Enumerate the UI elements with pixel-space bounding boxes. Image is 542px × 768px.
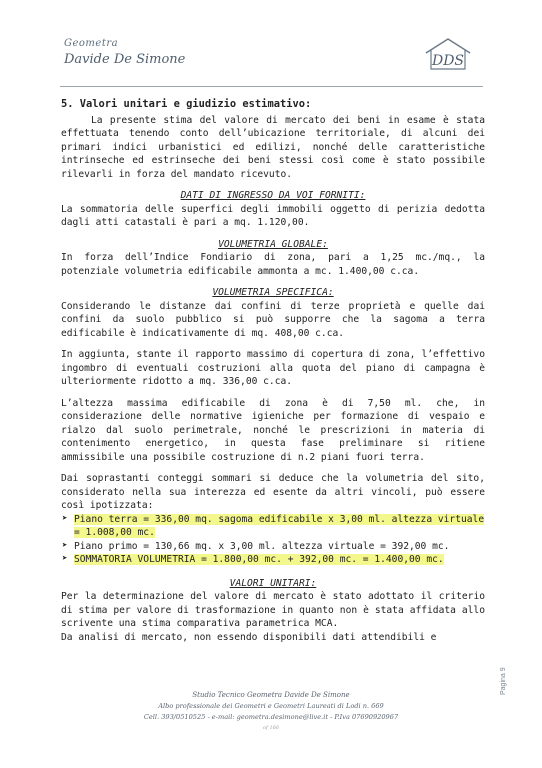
bullet-text-sommatoria: SOMMATORIA VOLUMETRIA = 1.800,00 mc. + 392,00 mc. = 1.400,00 mc. bbox=[74, 554, 444, 565]
document-body bbox=[61, 98, 485, 644]
footer-page-count: of 166 bbox=[263, 725, 279, 731]
bullet-text-piano-terra: Piano terra = 336,00 mq. sagoma edificabile x 3,00 ml. altezza virtuale = 1.008,00 mc. bbox=[74, 513, 485, 538]
footer-contacts: Cell. 393/0510525 - e-mail: geometra.desimone@live.it - P.Iva 07690920967 bbox=[143, 713, 399, 721]
header-name: Davide De Simone bbox=[64, 52, 186, 67]
section-heading: 5. Valori unitari e giudizio estimativo: bbox=[61, 98, 312, 110]
arrow-bullet-icon: ➤ bbox=[62, 540, 68, 551]
valori-paragraph-2: Da analisi di mercato, non essendo disponibili dati attendibili e bbox=[61, 631, 437, 643]
page-number: Pagina 9 bbox=[500, 667, 507, 695]
volspec-paragraph-3: L’altezza massima edificabile di zona è di 7,50 ml. che, in considerazione delle normative igieniche per formazione di vespaio e rialzo dal suolo perimetrale, nonché le prescrizioni in materia di contenimento energetico, in questa fase preliminare si ritiene ammissibile una possibile costruzione di n.2 piani fuori terra. bbox=[61, 397, 485, 463]
bullet-text-piano-primo: Piano primo = 130,66 mq. x 3,00 ml. altezza virtuale = 392,00 mc. bbox=[74, 540, 450, 552]
arrow-bullet-icon: ➤ bbox=[62, 513, 68, 524]
valori-paragraph-1: Per la determinazione del valore di mercato è stato adottato il criterio di stima per valore di trasformazione in quanto non è stata affidata allo scrivente una stima comparativa parametrica MCA. bbox=[61, 591, 485, 629]
volumetria-globale-title: VOLUMETRIA GLOBALE: bbox=[218, 238, 328, 250]
house-logo-icon bbox=[422, 36, 474, 72]
logo-text: DDS bbox=[431, 53, 465, 69]
volumetria-specifica-title: VOLUMETRIA SPECIFICA: bbox=[212, 287, 334, 298]
intro-paragraph: La presente stima del valore di mercato dei beni in esame è stata effettuata tenendo conto dell’ubicazione territoriale, di alcuni dei primari indici urbanistici ed edilizi, nonché delle caratteristiche intrinseche ed estrinseche dei beni stessi così come è stato possibile rilevarli in forza del mandato ricevuto. bbox=[61, 114, 485, 180]
valori-unitari-title: VALORI UNITARI: bbox=[229, 577, 317, 589]
bullet-item bbox=[61, 513, 485, 540]
arrow-bullet-icon: ➤ bbox=[62, 554, 68, 564]
header-divider bbox=[60, 86, 483, 87]
volspec-paragraph-1: Considerando le distanze dai confini di terze proprietà e quelle dai confini da suolo pubblico si può supporre che la sagoma a terra edificabile è indicativamente di mq. 408,00 c.ca. bbox=[61, 300, 485, 339]
volumetria-globale-paragraph: In forza dell’Indice Fondiario di zona, pari a 1,25 mc./mq., la potenziale volumetria edificabile ammonta a mc. 1.400,00 c.ca. bbox=[61, 252, 485, 277]
volspec-paragraph-4: Dai soprastanti conteggi sommari si deduce che la volumetria del sito, considerato nella sua interezza ed esente da altri vincoli, può essere così ipotizzata: bbox=[61, 473, 485, 511]
footer-studio: Studio Tecnico Geometra Davide De Simone bbox=[192, 691, 350, 699]
footer-albo: Albo professionale dei Geometri e Geometri Laureati di Lodi n. 669 bbox=[158, 702, 384, 710]
dati-title: DATI DI INGRESSO DA VOI FORNITI: bbox=[180, 190, 366, 201]
bullet-item bbox=[61, 553, 485, 567]
bullet-item bbox=[61, 540, 485, 554]
dati-paragraph: La sommatoria delle superfici degli immobili oggetto di perizia dedotta dagli atti catastali è pari a mq. 1.120,00. bbox=[61, 203, 485, 228]
volspec-paragraph-2: In aggiunta, stante il rapporto massimo di copertura di zona, l’effettivo ingombro di eventuali costruzioni alla quota del piano di campagna è ulteriormente ridotto a mq. 336,00 c.ca. bbox=[61, 349, 485, 387]
footer bbox=[0, 690, 542, 733]
header-title-small: Geometra bbox=[64, 38, 119, 49]
